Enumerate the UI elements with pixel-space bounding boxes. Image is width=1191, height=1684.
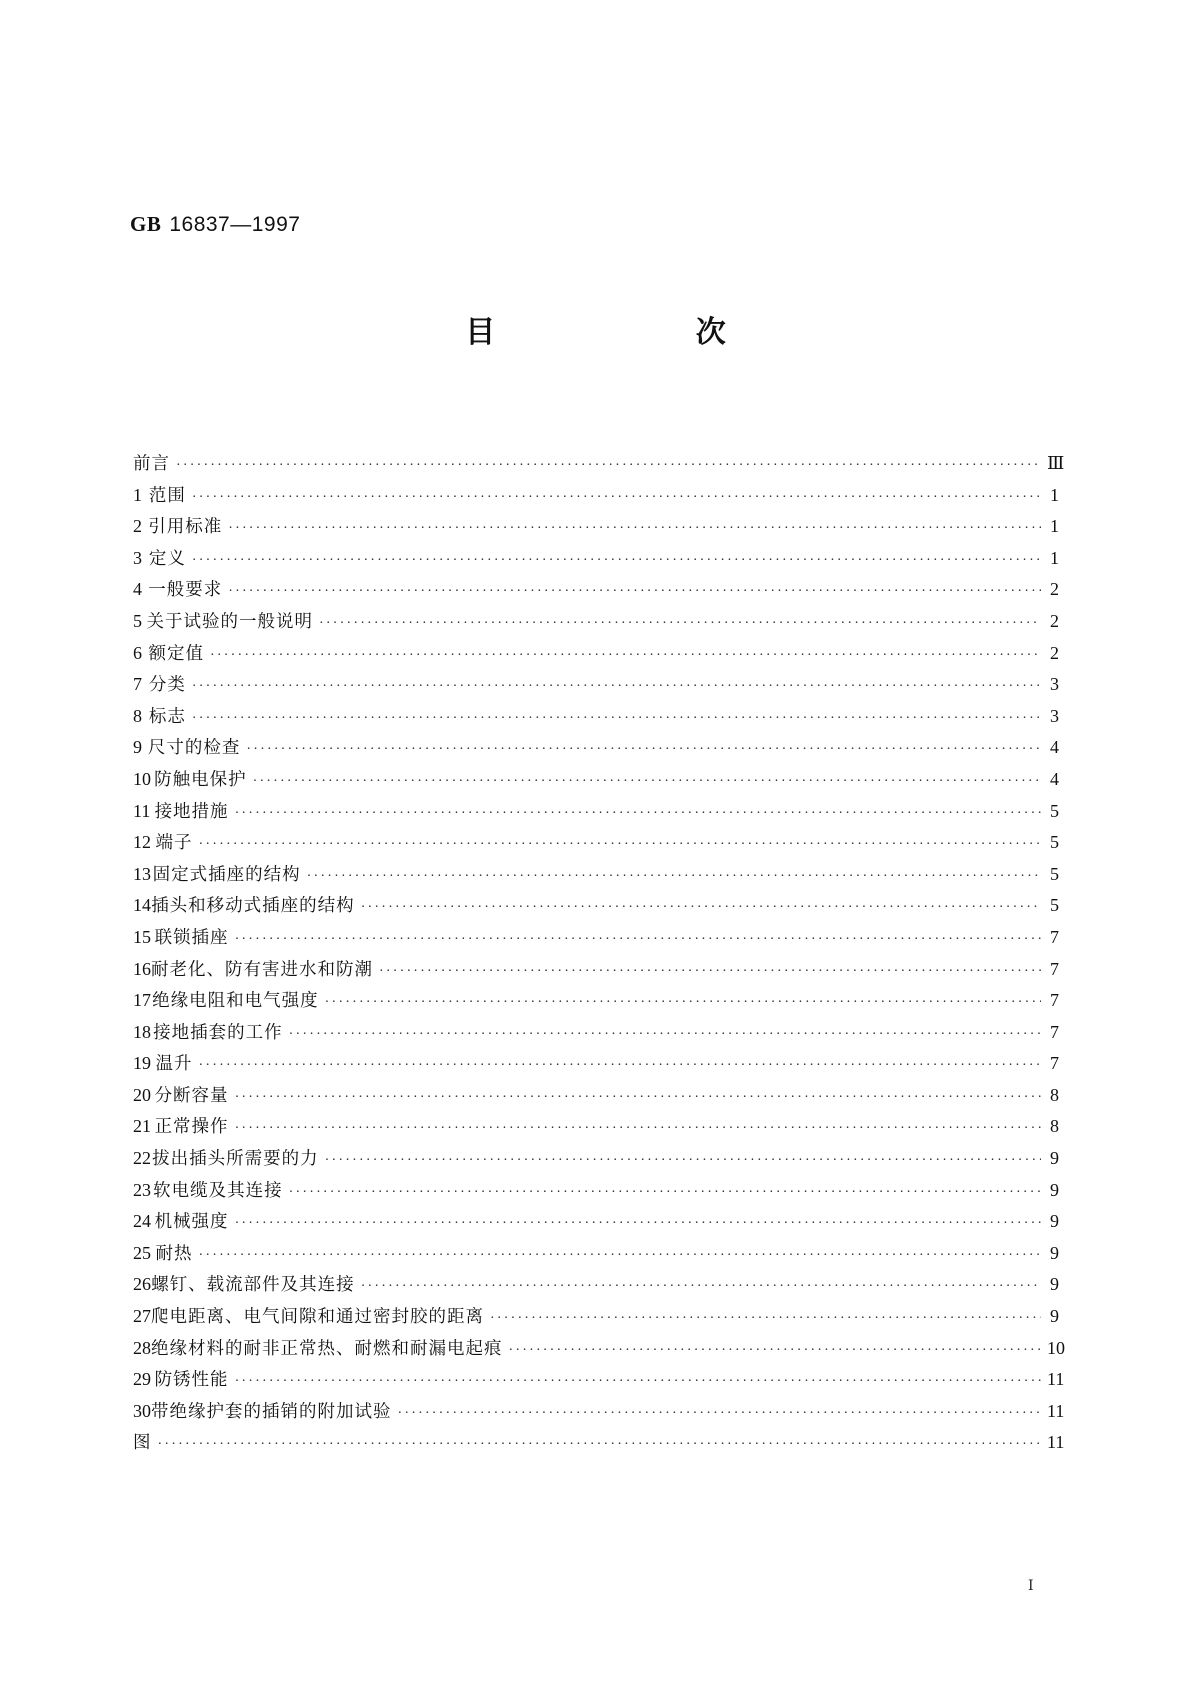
toc-entry-number: 23 — [133, 1179, 151, 1200]
toc-entry-number: 18 — [133, 1021, 151, 1042]
toc-entry-number: 14 — [133, 895, 151, 916]
toc-entry[interactable] — [133, 890, 1059, 922]
toc-entry[interactable] — [133, 1238, 1059, 1270]
toc-leader-dots — [253, 766, 1041, 798]
toc-leader-dots — [325, 987, 1041, 1019]
toc-entry[interactable] — [133, 1048, 1059, 1080]
toc-entry-label: 关于试验的一般说明 — [146, 611, 314, 632]
toc-entry[interactable] — [133, 1143, 1059, 1175]
toc-entry-label: 绝缘电阻和电气强度 — [152, 991, 319, 1012]
toc-entry[interactable] — [133, 1427, 1065, 1459]
toc-entry[interactable] — [133, 511, 1059, 543]
toc-entry-number: 9 — [133, 737, 142, 758]
toc-entry-label: 接地措施 — [154, 801, 229, 822]
toc-entry-number: 5 — [133, 610, 142, 631]
toc-entry-number: 24 — [133, 1211, 151, 1232]
toc-entry-label: 温升 — [155, 1054, 193, 1075]
toc-entry[interactable] — [133, 1364, 1065, 1396]
toc-leader-dots — [509, 1335, 1042, 1367]
toc-leader-dots — [228, 576, 1041, 608]
toc-leader-dots — [289, 1177, 1041, 1209]
standard-number: 16837—1997 — [169, 213, 301, 236]
toc-leader-dots — [199, 1240, 1041, 1272]
toc-leader-dots — [176, 450, 1041, 482]
toc-entry[interactable] — [133, 1017, 1059, 1049]
standard-prefix: GB — [130, 212, 162, 236]
toc-entry-number: 11 — [133, 800, 151, 821]
toc-entry-number: 20 — [133, 1084, 151, 1105]
toc-leader-dots — [246, 734, 1041, 766]
toc-entry-label: 标志 — [148, 706, 186, 727]
toc-entry-page: 5 — [1050, 832, 1059, 853]
toc-entry[interactable] — [133, 638, 1059, 670]
toc-entry-label: 绝缘材料的耐非正常热、耐燃和耐漏电起痕 — [151, 1338, 503, 1359]
toc-entry-page: 7 — [1050, 990, 1059, 1011]
toc-entry[interactable] — [133, 1206, 1059, 1238]
toc-entry[interactable] — [133, 480, 1059, 512]
toc-entry-page: 9 — [1050, 1148, 1059, 1169]
toc-entry-page: 2 — [1050, 642, 1059, 663]
toc-entry-page: 5 — [1050, 800, 1059, 821]
toc-entry[interactable] — [133, 827, 1059, 859]
toc-entry-number: 15 — [133, 926, 151, 947]
toc-entry-label: 带绝缘护套的插销的附加试验 — [151, 1401, 392, 1422]
toc-entry-number: 22 — [133, 1148, 151, 1169]
toc-entry-label: 额定值 — [148, 643, 205, 664]
toc-entry[interactable] — [133, 1175, 1059, 1207]
toc-leader-dots — [235, 1082, 1041, 1114]
toc-entry[interactable] — [133, 1333, 1065, 1365]
toc-entry-number: 26 — [133, 1274, 151, 1295]
toc-leader-dots — [235, 1113, 1041, 1145]
toc-entry-page: 2 — [1050, 579, 1059, 600]
toc-entry-number: 10 — [133, 768, 151, 789]
toc-entry-label: 分类 — [148, 675, 186, 696]
toc-entry-page: 5 — [1050, 863, 1059, 884]
toc-entry-page: 10 — [1047, 1337, 1065, 1358]
toc-leader-dots — [325, 1145, 1041, 1177]
toc-entry-page: 7 — [1050, 1021, 1059, 1042]
page-title: 目 次 — [465, 315, 821, 350]
toc-leader-dots — [379, 956, 1041, 988]
toc-leader-dots — [228, 513, 1041, 545]
toc-entry-number: 7 — [133, 674, 142, 695]
toc-entry-page: 11 — [1047, 1432, 1065, 1453]
toc-entry-label: 分断容量 — [154, 1085, 229, 1106]
toc-entry-page: 1 — [1050, 547, 1059, 568]
toc-leader-dots — [210, 640, 1041, 672]
toc-entry-number: 13 — [133, 863, 151, 884]
toc-entry-number: 28 — [133, 1337, 151, 1358]
toc-entry-page: 9 — [1050, 1179, 1059, 1200]
toc-leader-dots — [199, 829, 1041, 861]
toc-entry-page: 1 — [1050, 516, 1059, 537]
toc-entry[interactable] — [133, 543, 1059, 575]
toc-entry-label: 定义 — [148, 548, 186, 569]
toc-entry[interactable] — [133, 922, 1059, 954]
toc-entry-number: 29 — [133, 1369, 151, 1390]
toc-entry[interactable] — [133, 985, 1059, 1017]
toc-leader-dots — [307, 861, 1041, 893]
toc-entry-number: 3 — [133, 547, 142, 568]
toc-entry-page: 9 — [1050, 1242, 1059, 1263]
toc-entry[interactable] — [133, 1111, 1059, 1143]
toc-entry-page: 5 — [1050, 895, 1059, 916]
toc-entry-number: 17 — [133, 990, 151, 1011]
toc-entry-number: 12 — [133, 832, 151, 853]
toc-entry[interactable] — [133, 701, 1059, 733]
toc-entry-page: 3 — [1050, 674, 1059, 695]
toc-entry-page: 11 — [1047, 1369, 1065, 1390]
toc-entry-number: 27 — [133, 1306, 151, 1327]
standard-code — [130, 212, 300, 237]
toc-leader-dots — [289, 1019, 1041, 1051]
toc-entry-number: 4 — [133, 579, 142, 600]
toc-entry[interactable] — [133, 732, 1059, 764]
toc-entry-number: 8 — [133, 705, 142, 726]
toc-entry-number: 19 — [133, 1053, 151, 1074]
toc-entry[interactable] — [133, 669, 1059, 701]
toc-leader-dots — [199, 1050, 1041, 1082]
toc-entry-page: 4 — [1050, 737, 1059, 758]
toc-leader-dots — [192, 703, 1041, 735]
toc-entry-label: 范围 — [148, 485, 186, 506]
toc-entry-label: 插头和移动式插座的结构 — [151, 896, 355, 917]
toc-entry-page: 1 — [1050, 484, 1059, 505]
toc-entry-label: 机械强度 — [154, 1212, 229, 1233]
toc-entry-label: 接地插套的工作 — [153, 1022, 283, 1043]
toc-entry-label: 一般要求 — [148, 580, 223, 601]
toc-entry-label: 耐老化、防有害进水和防潮 — [151, 959, 373, 980]
toc-entry-label: 耐热 — [155, 1243, 193, 1264]
toc-entry-label: 联锁插座 — [154, 927, 229, 948]
toc-entry[interactable] — [133, 859, 1059, 891]
toc-entry-number: 2 — [133, 516, 142, 537]
toc-entry-label: 软电缆及其连接 — [153, 1180, 283, 1201]
toc-leader-dots — [192, 545, 1041, 577]
toc-entry-label: 爬电距离、电气间隙和通过密封胶的距离 — [151, 1307, 484, 1328]
toc-entry[interactable] — [133, 574, 1059, 606]
toc-entry[interactable] — [133, 954, 1059, 986]
toc-leader-dots — [192, 671, 1041, 703]
toc-leader-dots — [158, 1429, 1042, 1461]
toc-entry-page: 11 — [1047, 1400, 1065, 1421]
page-number: Ⅰ — [1028, 1579, 1034, 1594]
toc-entry-label: 螺钉、载流部件及其连接 — [151, 1275, 355, 1296]
toc-entry-label: 尺寸的检查 — [147, 738, 241, 759]
toc-entry-page: 3 — [1050, 705, 1059, 726]
toc-entry-page: 7 — [1050, 1053, 1059, 1074]
toc-entry[interactable] — [133, 764, 1059, 796]
toc-entry-page: 9 — [1050, 1211, 1059, 1232]
toc-leader-dots — [192, 482, 1041, 514]
toc-entry-page: 9 — [1050, 1306, 1059, 1327]
toc-entry[interactable] — [133, 1269, 1059, 1301]
toc-entry[interactable] — [133, 1301, 1059, 1333]
toc-entry-page: 9 — [1050, 1274, 1059, 1295]
toc-leader-dots — [235, 1366, 1041, 1398]
toc-entry-number: 21 — [133, 1116, 151, 1137]
toc-entry-page: 7 — [1050, 926, 1059, 947]
toc-entry-page: 8 — [1050, 1116, 1059, 1137]
toc-entry-number: 30 — [133, 1400, 151, 1421]
toc-leader-dots — [361, 892, 1041, 924]
toc-entry-label: 引用标准 — [148, 517, 223, 538]
toc-entry-number: 6 — [133, 642, 142, 663]
toc-leader-dots — [490, 1303, 1041, 1335]
toc-entry-page: 8 — [1050, 1084, 1059, 1105]
toc-leader-dots — [398, 1398, 1042, 1430]
toc-entry[interactable] — [133, 1080, 1059, 1112]
toc-entry-label: 图 — [133, 1433, 152, 1454]
toc-entry-number: 1 — [133, 484, 142, 505]
toc-entry-page: 2 — [1050, 610, 1059, 631]
toc-entry[interactable] — [133, 1396, 1065, 1428]
toc-entry[interactable] — [133, 796, 1059, 828]
toc-entry[interactable] — [133, 606, 1059, 638]
toc-entry-label: 端子 — [155, 833, 193, 854]
toc-entry[interactable] — [133, 448, 1065, 480]
toc-leader-dots — [235, 924, 1041, 956]
toc-entry-label: 防锈性能 — [154, 1370, 229, 1391]
toc-entry-page: 7 — [1050, 958, 1059, 979]
toc-entry-label: 正常操作 — [154, 1117, 229, 1138]
toc-leader-dots — [235, 798, 1041, 830]
toc-entry-page: Ⅲ — [1047, 453, 1065, 473]
toc-entry-number: 25 — [133, 1242, 151, 1263]
toc-entry-label: 固定式插座的结构 — [152, 864, 301, 885]
toc-entry-label: 前言 — [133, 454, 170, 474]
table-of-contents — [133, 448, 1065, 1459]
toc-entry-page: 4 — [1050, 768, 1059, 789]
toc-leader-dots — [361, 1271, 1041, 1303]
toc-leader-dots — [319, 608, 1041, 640]
toc-leader-dots — [235, 1208, 1041, 1240]
toc-entry-label: 拔出插头所需要的力 — [152, 1149, 319, 1170]
toc-entry-label: 防触电保护 — [154, 769, 247, 790]
toc-entry-number: 16 — [133, 958, 151, 979]
